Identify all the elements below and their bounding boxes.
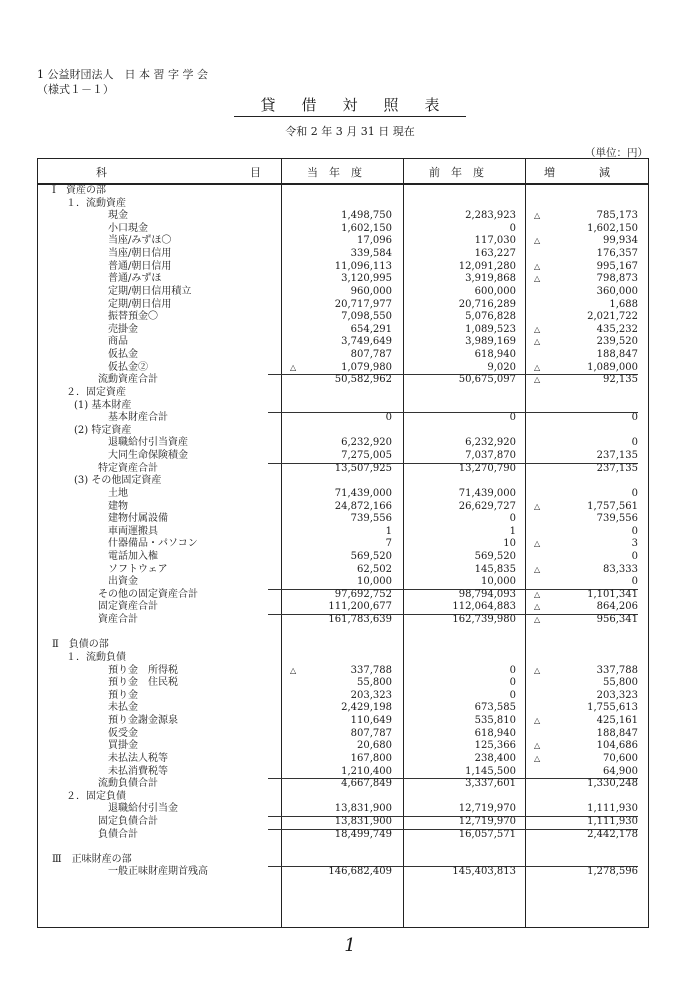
prev-value: 9,020 xyxy=(487,361,516,373)
prev-value: 12,091,280 xyxy=(458,260,516,272)
row-label: 現金 xyxy=(108,210,128,222)
diff-value: 995,167 xyxy=(596,260,638,272)
cur-value: 807,787 xyxy=(350,727,392,739)
table-row xyxy=(38,740,648,753)
table-row xyxy=(38,715,648,728)
table-row xyxy=(38,576,648,589)
row-label: その他の固定資産合計 xyxy=(98,588,198,600)
row-label: 当座/みずほ〇 xyxy=(108,235,172,247)
table-row xyxy=(38,652,648,665)
prev-value: 0 xyxy=(509,677,516,689)
table-row xyxy=(38,324,648,337)
row-label: 電話加入権 xyxy=(108,550,158,562)
diff-value: 0 xyxy=(631,525,638,537)
row-label: 振替預金〇 xyxy=(108,311,158,323)
diff-value: 956,341 xyxy=(596,614,638,626)
column-header-subject: 科 目 xyxy=(96,166,261,179)
table-row xyxy=(38,778,648,791)
row-label: 車両運搬具 xyxy=(108,525,158,537)
cur-value: 110,649 xyxy=(350,715,392,727)
table-row xyxy=(38,526,648,539)
row-label: 一般正味財産期首残高 xyxy=(108,866,208,878)
diff-value: 2,442,178 xyxy=(587,828,638,840)
page-number: 1 xyxy=(344,935,356,956)
form-number: （様式１－１） xyxy=(37,83,114,96)
cur-value: 337,788 xyxy=(350,664,392,676)
negative-triangle-icon: △ xyxy=(534,362,541,372)
prev-value: 145,403,813 xyxy=(452,866,516,878)
table-row xyxy=(38,387,648,400)
diff-value: 237,135 xyxy=(596,450,638,462)
diff-value: 55,800 xyxy=(603,677,638,689)
row-label: 負債合計 xyxy=(98,828,138,840)
table-row xyxy=(38,601,648,614)
table-row xyxy=(38,475,648,488)
table-row xyxy=(38,627,648,640)
row-label: 当座/朝日信用 xyxy=(108,248,172,260)
cur-value: 203,323 xyxy=(350,689,392,701)
cur-value: 960,000 xyxy=(350,285,392,297)
table-row xyxy=(38,513,648,526)
cur-value: 7,275,005 xyxy=(341,450,392,462)
negative-triangle-icon: △ xyxy=(534,274,541,284)
row-label: 商品 xyxy=(108,336,128,348)
cur-value: 739,556 xyxy=(350,513,392,525)
row-label: 預り金 所得税 xyxy=(108,664,178,676)
prev-value: 3,337,601 xyxy=(465,778,516,790)
cur-value: 50,582,962 xyxy=(334,374,392,386)
diff-value: 2,021,722 xyxy=(587,311,638,323)
diff-value: 0 xyxy=(631,550,638,562)
row-label: １．流動資産 xyxy=(66,197,126,209)
prev-value: 1,089,523 xyxy=(465,323,516,335)
cur-value: 111,200,677 xyxy=(328,601,392,613)
cur-value: 10,000 xyxy=(357,576,392,588)
diff-value: 239,520 xyxy=(596,336,638,348)
prev-value: 6,232,920 xyxy=(465,437,516,449)
table-row xyxy=(38,728,648,741)
row-label: ２．固定負債 xyxy=(66,790,126,802)
table-row xyxy=(38,286,648,299)
prev-value: 26,629,727 xyxy=(458,500,516,512)
row-label: 仮受金 xyxy=(108,727,138,739)
negative-triangle-icon: △ xyxy=(534,564,541,574)
cur-value: 3,120,995 xyxy=(341,273,392,285)
table-row xyxy=(38,261,648,274)
table-row xyxy=(38,349,648,362)
diff-value: 237,135 xyxy=(596,462,638,474)
row-label: 出資金 xyxy=(108,576,138,588)
diff-value: 1,111,930 xyxy=(587,803,638,815)
prev-value: 7,037,870 xyxy=(465,450,516,462)
report-date: 令和 2 年 3 月 31 日 現在 xyxy=(285,125,415,138)
table-row xyxy=(38,425,648,438)
row-label: 小口現金 xyxy=(108,222,148,234)
row-label: 固定資産合計 xyxy=(98,601,158,613)
cur-value: 55,800 xyxy=(357,677,392,689)
diff-value: 1,278,596 xyxy=(587,866,638,878)
table-row xyxy=(38,702,648,715)
diff-value: 1,757,561 xyxy=(587,500,638,512)
title-text: 貸借対照表 xyxy=(234,94,465,117)
row-label: 未払金 xyxy=(108,702,138,714)
row-label: 売掛金 xyxy=(108,323,138,335)
table-row xyxy=(38,551,648,564)
prev-value: 163,227 xyxy=(474,248,516,260)
cur-value: 0 xyxy=(385,412,392,424)
prev-value: 600,000 xyxy=(474,285,516,297)
negative-triangle-icon: △ xyxy=(534,501,541,511)
prev-value: 10 xyxy=(503,538,516,550)
prev-value: 117,030 xyxy=(474,235,516,247)
prev-value: 0 xyxy=(509,412,516,424)
cur-value: 146,682,409 xyxy=(328,866,392,878)
negative-triangle-icon: △ xyxy=(534,211,541,221)
prev-value: 0 xyxy=(509,689,516,701)
row-label: 固定負債合計 xyxy=(98,816,158,827)
diff-value: 70,600 xyxy=(603,752,638,764)
diff-value: 176,357 xyxy=(596,248,638,260)
cur-value: 654,291 xyxy=(350,323,392,335)
table-row xyxy=(38,450,648,463)
negative-triangle-icon: △ xyxy=(534,615,541,625)
table-row xyxy=(38,362,648,375)
table-row xyxy=(38,185,648,198)
cur-value: 13,831,900 xyxy=(334,816,392,827)
diff-value: 1,101,341 xyxy=(587,588,638,600)
diff-value: 1,602,150 xyxy=(587,222,638,234)
table-row xyxy=(38,564,648,577)
row-label: 預り金 xyxy=(108,689,138,701)
diff-value: 1,089,000 xyxy=(587,361,638,373)
diff-value: 1,111,930 xyxy=(587,816,638,827)
row-label: ２．固定資産 xyxy=(66,386,126,398)
diff-value: 3 xyxy=(631,538,638,550)
row-label: 建物 xyxy=(108,500,128,512)
column-header-change: 増 減 xyxy=(544,166,610,179)
cur-value: 339,584 xyxy=(350,248,392,260)
negative-triangle-icon: △ xyxy=(534,236,541,246)
table-row xyxy=(38,374,648,387)
row-label: 特定資産合計 xyxy=(98,462,158,474)
diff-value: 92,135 xyxy=(603,374,638,386)
prev-value: 1,145,500 xyxy=(465,765,516,777)
row-label: 未払消費税等 xyxy=(108,765,168,777)
cur-value: 569,520 xyxy=(350,550,392,562)
diff-value: 337,788 xyxy=(596,664,638,676)
prev-value: 535,810 xyxy=(474,715,516,727)
cur-value: 24,872,166 xyxy=(334,500,392,512)
diff-value: 0 xyxy=(631,412,638,424)
row-label: 基本財産合計 xyxy=(108,412,168,424)
prev-value: 0 xyxy=(509,222,516,234)
diff-value: 785,173 xyxy=(596,210,638,222)
cur-value: 1,210,400 xyxy=(341,765,392,777)
cur-value: 7 xyxy=(385,538,392,550)
row-label: 仮払金 xyxy=(108,349,138,361)
table-row xyxy=(38,791,648,804)
table-row xyxy=(38,311,648,324)
cur-value: 3,749,649 xyxy=(341,336,392,348)
table-row xyxy=(38,816,648,829)
table-row xyxy=(38,210,648,223)
diff-value: 360,000 xyxy=(596,285,638,297)
row-label: 定期/朝日信用積立 xyxy=(108,285,192,297)
diff-value: 203,323 xyxy=(596,689,638,701)
cur-value: 2,429,198 xyxy=(341,702,392,714)
table-row xyxy=(38,766,648,779)
table-row xyxy=(38,223,648,236)
row-label: 預り金 住民税 xyxy=(108,677,178,689)
column-header-previous: 前 年 度 xyxy=(429,166,484,179)
negative-triangle-icon: △ xyxy=(534,261,541,271)
table-row xyxy=(38,437,648,450)
row-label: 資産合計 xyxy=(98,614,138,626)
prev-value: 618,940 xyxy=(474,727,516,739)
prev-value: 3,989,169 xyxy=(465,336,516,348)
prev-value: 0 xyxy=(509,664,516,676)
row-label: 仮払金② xyxy=(108,361,148,373)
unit-label: （単位：円） xyxy=(585,147,648,159)
cur-value: 71,439,000 xyxy=(334,487,392,499)
cur-value: 62,502 xyxy=(357,563,392,575)
table-row xyxy=(38,639,648,652)
row-label: 普通/朝日信用 xyxy=(108,260,172,272)
row-label: Ⅲ 正味財産の部 xyxy=(52,853,132,865)
table-row xyxy=(38,803,648,816)
table-row xyxy=(38,866,648,879)
prev-value: 162,739,980 xyxy=(452,614,516,626)
cur-value: 4,667,849 xyxy=(341,778,392,790)
cur-value: 7,098,550 xyxy=(341,311,392,323)
prev-value: 20,716,289 xyxy=(458,298,516,310)
cur-value: 18,499,749 xyxy=(334,828,392,840)
cur-value: 167,800 xyxy=(350,752,392,764)
diff-value: 83,333 xyxy=(603,563,638,575)
row-label: 什器備品・パソコン xyxy=(108,538,198,550)
table-row xyxy=(38,488,648,501)
row-label: 退職給付引当資産 xyxy=(108,437,188,449)
table-row xyxy=(38,400,648,413)
diff-value: 739,556 xyxy=(596,513,638,525)
document-title xyxy=(0,94,700,117)
column-header-row xyxy=(38,159,648,185)
column-header-current: 当 年 度 xyxy=(307,166,362,179)
cur-value: 97,692,752 xyxy=(334,588,392,600)
diff-value: 0 xyxy=(631,487,638,499)
row-label: 未払法人税等 xyxy=(108,752,168,764)
prev-value: 1 xyxy=(509,525,516,537)
prev-value: 16,057,571 xyxy=(458,828,516,840)
negative-triangle-icon: △ xyxy=(534,375,541,385)
table-row xyxy=(38,753,648,766)
row-label: 普通/みずほ xyxy=(108,273,162,285)
table-row xyxy=(38,665,648,678)
table-row xyxy=(38,235,648,248)
row-label: 建物付属設備 xyxy=(108,513,168,525)
diff-value: 425,161 xyxy=(596,715,638,727)
diff-value: 864,206 xyxy=(596,601,638,613)
table-row xyxy=(38,854,648,867)
row-label: 流動資産合計 xyxy=(98,374,158,386)
negative-triangle-icon: △ xyxy=(534,665,541,675)
row-label: Ⅱ 負債の部 xyxy=(52,639,109,651)
table-row xyxy=(38,248,648,261)
negative-triangle-icon: △ xyxy=(290,362,297,372)
row-label: (3) その他固定資産 xyxy=(74,475,162,487)
table-row xyxy=(38,614,648,627)
diff-value: 188,847 xyxy=(596,349,638,361)
diff-value: 435,232 xyxy=(596,323,638,335)
cur-value: 161,783,639 xyxy=(328,614,392,626)
negative-triangle-icon: △ xyxy=(290,665,297,675)
prev-value: 12,719,970 xyxy=(458,803,516,815)
row-label: 退職給付引当金 xyxy=(108,803,178,815)
row-label: (1) 基本財産 xyxy=(74,399,132,411)
organization-name: 1 公益財団法人 日 本 習 字 学 会 xyxy=(37,68,208,81)
negative-triangle-icon: △ xyxy=(534,753,541,763)
diff-value: 1,330,248 xyxy=(587,778,638,790)
row-label: 預り金謝金源泉 xyxy=(108,715,178,727)
cur-value: 11,096,113 xyxy=(334,260,392,272)
table-row xyxy=(38,677,648,690)
prev-value: 145,835 xyxy=(474,563,516,575)
prev-value: 125,366 xyxy=(474,740,516,752)
table-row xyxy=(38,273,648,286)
prev-value: 618,940 xyxy=(474,349,516,361)
prev-value: 5,076,828 xyxy=(465,311,516,323)
diff-value: 64,900 xyxy=(603,765,638,777)
table-row xyxy=(38,829,648,842)
prev-value: 112,064,883 xyxy=(452,601,516,613)
prev-value: 2,283,923 xyxy=(465,210,516,222)
row-label: 定期/朝日信用 xyxy=(108,298,172,310)
prev-value: 71,439,000 xyxy=(458,487,516,499)
balance-sheet-table xyxy=(37,158,649,928)
negative-triangle-icon: △ xyxy=(534,602,541,612)
row-label: (2) 特定資産 xyxy=(74,424,132,436)
cur-value: 1,602,150 xyxy=(341,222,392,234)
cur-value: 1,498,750 xyxy=(341,210,392,222)
row-label: 買掛金 xyxy=(108,740,138,752)
diff-value: 1,688 xyxy=(609,298,638,310)
prev-value: 12,719,970 xyxy=(458,816,516,827)
diff-value: 188,847 xyxy=(596,727,638,739)
cur-value: 20,717,977 xyxy=(334,298,392,310)
table-row xyxy=(38,412,648,425)
table-row xyxy=(38,538,648,551)
prev-value: 0 xyxy=(509,513,516,525)
cur-value: 20,680 xyxy=(357,740,392,752)
prev-value: 673,585 xyxy=(474,702,516,714)
table-row xyxy=(38,299,648,312)
row-label: Ⅰ 資産の部 xyxy=(52,185,106,196)
row-label: 大同生命保険積金 xyxy=(108,450,188,462)
prev-value: 238,400 xyxy=(474,752,516,764)
prev-value: 13,270,790 xyxy=(458,462,516,474)
prev-value: 50,675,097 xyxy=(458,374,516,386)
table-row xyxy=(38,336,648,349)
diff-value: 99,934 xyxy=(603,235,638,247)
negative-triangle-icon: △ xyxy=(534,716,541,726)
diff-value: 0 xyxy=(631,437,638,449)
table-row xyxy=(38,690,648,703)
table-row xyxy=(38,841,648,854)
negative-triangle-icon: △ xyxy=(534,324,541,334)
table-row xyxy=(38,589,648,602)
negative-triangle-icon: △ xyxy=(534,539,541,549)
negative-triangle-icon: △ xyxy=(534,589,541,599)
prev-value: 10,000 xyxy=(481,576,516,588)
row-label: 土地 xyxy=(108,487,128,499)
diff-value: 1,755,613 xyxy=(587,702,638,714)
row-label: ソフトウェア xyxy=(108,563,168,575)
diff-value: 0 xyxy=(631,576,638,588)
row-label: １．流動負債 xyxy=(66,651,126,663)
cur-value: 6,232,920 xyxy=(341,437,392,449)
table-row xyxy=(38,501,648,514)
diff-value: 798,873 xyxy=(596,273,638,285)
negative-triangle-icon: △ xyxy=(534,741,541,751)
cur-value: 13,507,925 xyxy=(334,462,392,474)
cur-value: 13,831,900 xyxy=(334,803,392,815)
prev-value: 98,794,093 xyxy=(458,588,516,600)
prev-value: 569,520 xyxy=(474,550,516,562)
cur-value: 1 xyxy=(385,525,392,537)
cur-value: 17,096 xyxy=(357,235,392,247)
negative-triangle-icon: △ xyxy=(534,337,541,347)
diff-value: 104,686 xyxy=(596,740,638,752)
table-row xyxy=(38,198,648,211)
table-row xyxy=(38,463,648,476)
cur-value: 807,787 xyxy=(350,349,392,361)
row-label: 流動負債合計 xyxy=(98,778,158,790)
prev-value: 3,919,868 xyxy=(465,273,516,285)
cur-value: 1,079,980 xyxy=(341,361,392,373)
